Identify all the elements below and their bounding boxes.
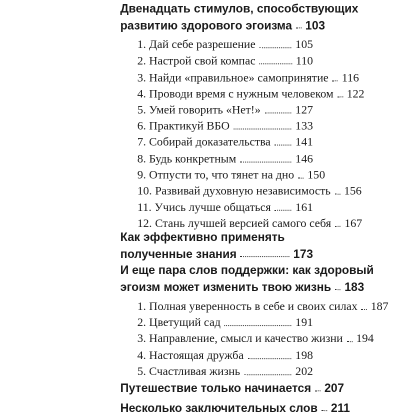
entry-title: 9. Отпусти то, что тянет на дно xyxy=(137,168,295,182)
entry-title: 4. Проводи время с нужным человеком xyxy=(137,86,334,100)
section-title-line: Двенадцать стимулов, способствующих xyxy=(120,1,359,16)
page-number: 211 xyxy=(330,401,350,416)
toc-entry[interactable] xyxy=(137,181,362,198)
page-number: 194 xyxy=(356,332,374,346)
page-number: 187 xyxy=(370,299,389,313)
page-number: 191 xyxy=(295,315,314,330)
section-title: полученные знания xyxy=(120,247,237,261)
toc-section-entry[interactable] xyxy=(120,15,326,33)
dot-leader xyxy=(334,194,340,195)
page-number: 202 xyxy=(295,364,314,378)
page-number: 103 xyxy=(305,18,326,33)
page-number: 173 xyxy=(293,247,314,261)
dot-leader xyxy=(264,112,291,113)
toc-entry[interactable] xyxy=(137,313,313,330)
entry-title: 10. Развивай духовную независимость xyxy=(137,184,331,198)
toc-section-entry[interactable] xyxy=(120,378,345,396)
page-number: 133 xyxy=(295,119,314,133)
toc-entry[interactable] xyxy=(137,329,374,346)
toc-entry[interactable] xyxy=(137,100,313,117)
page-number: 141 xyxy=(295,135,314,149)
dot-leader xyxy=(240,161,292,162)
entry-title: 3. Направление, смысл и качество жизни xyxy=(137,332,343,346)
dot-leader xyxy=(335,289,341,290)
page-number: 146 xyxy=(295,151,314,166)
entry-title: 4. Настоящая дружба xyxy=(137,348,244,362)
toc-entry[interactable] xyxy=(137,116,313,133)
page-number: 127 xyxy=(295,103,314,117)
entry-title: 1. Полная уверенность в себе и своих силах xyxy=(137,299,358,313)
dot-leader xyxy=(296,27,302,28)
dot-leader xyxy=(361,309,367,310)
page-number: 110 xyxy=(295,54,314,68)
toc-entry[interactable] xyxy=(137,35,313,52)
toc-section-entry[interactable] xyxy=(120,398,350,416)
entry-title: 11. Учись лучше общаться xyxy=(137,200,271,214)
toc-entry[interactable] xyxy=(137,297,389,314)
entry-title: 2. Цветущий сад xyxy=(137,315,221,330)
toc-section-entry[interactable] xyxy=(120,277,365,294)
page-number: 207 xyxy=(324,381,345,396)
dot-leader xyxy=(335,226,341,227)
entry-title: 1. Дай себе разрешение xyxy=(137,37,256,52)
table-of-contents xyxy=(12,0,409,416)
page-number: 150 xyxy=(307,168,326,182)
dot-leader xyxy=(347,342,353,343)
dot-leader xyxy=(259,64,292,65)
dot-leader xyxy=(240,256,289,257)
section-title: Путешествие только начинается xyxy=(120,381,312,396)
dot-leader xyxy=(233,129,291,130)
toc-entry[interactable] xyxy=(137,149,313,166)
toc-section-entry[interactable] xyxy=(120,243,313,260)
page-number: 167 xyxy=(344,216,363,231)
entry-title: 12. Стань лучшей версией самого себя xyxy=(137,216,332,231)
page-number: 198 xyxy=(295,348,314,362)
section-title: Несколько заключительных слов xyxy=(120,401,318,416)
section-title: эгоизм может изменить твою жизнь xyxy=(120,280,332,294)
page-number: 116 xyxy=(341,70,360,84)
page-number: 161 xyxy=(295,200,314,214)
page-number: 105 xyxy=(295,37,314,52)
dot-leader xyxy=(274,145,291,146)
dot-leader xyxy=(315,390,321,391)
entry-title: 3. Найди «правильное» самопринятие xyxy=(137,70,329,84)
toc-entry[interactable] xyxy=(137,198,313,215)
toc-entry[interactable] xyxy=(137,51,313,68)
dot-leader xyxy=(298,177,304,178)
toc-entry[interactable] xyxy=(137,346,313,363)
entry-title: 8. Будь конкретным xyxy=(137,151,237,166)
entry-title: 5. Счастливая жизнь xyxy=(137,364,241,378)
dot-leader xyxy=(337,96,343,97)
dot-leader xyxy=(321,410,327,411)
dot-leader xyxy=(275,210,292,211)
dot-leader xyxy=(259,47,291,48)
entry-title: 5. Умей говорить «Нет!» xyxy=(137,103,261,117)
dot-leader xyxy=(224,325,291,326)
entry-title: 6. Практикуй ВБО xyxy=(137,119,230,133)
dot-leader xyxy=(244,374,292,375)
entry-title: 7. Собирай доказательства xyxy=(137,135,271,149)
section-title-line: Как эффективно применять xyxy=(120,230,285,244)
page-number: 122 xyxy=(346,86,365,100)
toc-entry[interactable] xyxy=(137,68,360,85)
dot-leader xyxy=(332,80,338,81)
toc-entry[interactable] xyxy=(137,165,326,182)
toc-entry[interactable] xyxy=(137,84,365,101)
section-title: развитию здорового эгоизма xyxy=(120,18,293,33)
entry-title: 2. Настрой свой компас xyxy=(137,54,256,68)
page-number: 156 xyxy=(343,184,362,198)
toc-entry-hidden xyxy=(137,362,313,379)
page-number: 183 xyxy=(344,280,365,294)
dot-leader xyxy=(247,358,291,359)
section-title-line: И еще пара слов поддержки: как здоровый xyxy=(120,263,374,277)
toc-entry[interactable] xyxy=(137,133,313,150)
